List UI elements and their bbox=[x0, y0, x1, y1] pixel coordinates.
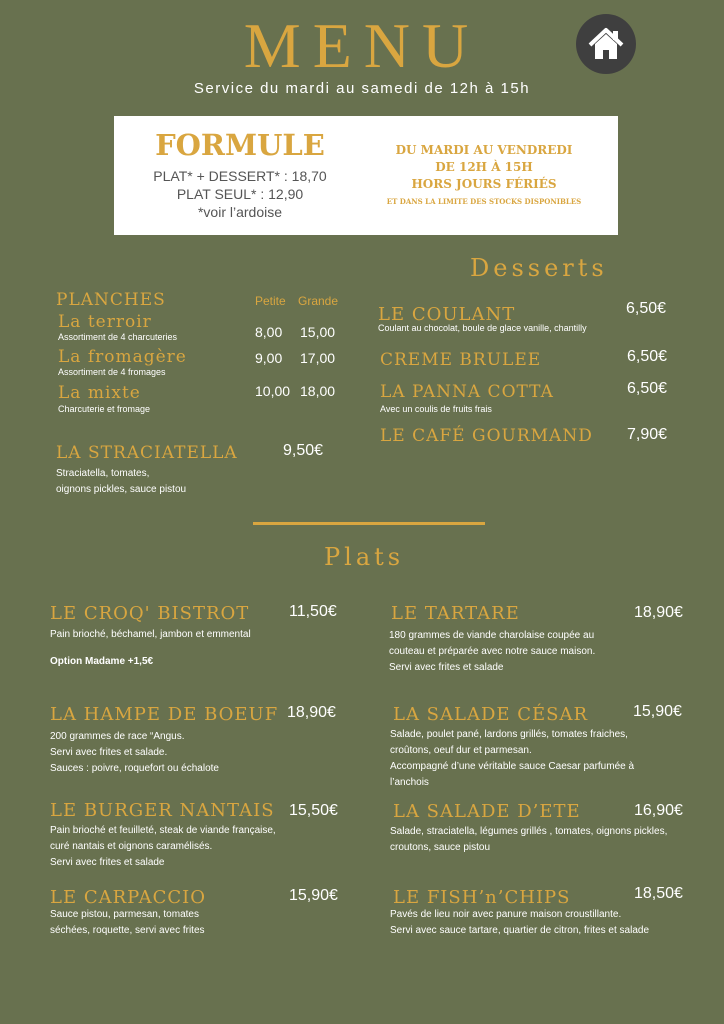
plat-name: LE CROQ' BISTROT bbox=[50, 603, 250, 624]
straciatella-desc: Straciatella, tomates, oignons pickles, sauce pistou bbox=[56, 468, 187, 495]
planche-price-small: 8,00 bbox=[255, 324, 283, 340]
plat-price: 15,50€ bbox=[289, 802, 338, 819]
formule-title: FORMULE bbox=[155, 128, 325, 162]
dessert-price: 7,90€ bbox=[627, 426, 668, 443]
formule-line: *voir l’ardoise bbox=[197, 204, 283, 220]
plat-price: 15,90€ bbox=[633, 703, 682, 720]
service-hours: Service du mardi au samedi de 12h à 15h bbox=[193, 80, 531, 97]
plat-desc: 200 grammes de race “Angus. Servi avec frites et salade. Sauces : poivre, roquefort ou échalote bbox=[50, 731, 219, 774]
plat-price: 18,90€ bbox=[287, 704, 336, 721]
dessert-price: 6,50€ bbox=[627, 348, 668, 365]
plat-price: 18,50€ bbox=[634, 885, 683, 902]
dessert-name: LE CAFÉ GOURMAND bbox=[380, 426, 593, 446]
plat-price: 16,90€ bbox=[634, 802, 683, 819]
formule-condition: DU MARDI AU VENDREDI bbox=[395, 143, 573, 157]
dessert-name: LE COULANT bbox=[378, 304, 516, 325]
planche-name: La mixte bbox=[58, 383, 141, 403]
dessert-price: 6,50€ bbox=[627, 380, 668, 397]
planches-title: PLANCHES bbox=[56, 290, 166, 310]
plat-desc: Sauce pistou, parmesan, tomates séchées, roquette, servi avec frites bbox=[50, 909, 205, 936]
formule-condition: HORS JOURS FÉRIÉS bbox=[411, 177, 557, 191]
home-icon bbox=[586, 24, 626, 64]
plat-name: LE BURGER NANTAIS bbox=[50, 800, 275, 821]
planche-name: La fromagère bbox=[58, 347, 187, 367]
plat-name: LA SALADE CÉSAR bbox=[393, 704, 589, 725]
dessert-name: CREME BRULEE bbox=[380, 350, 542, 370]
plat-name: LE FISH’n’CHIPS bbox=[393, 887, 571, 908]
straciatella-name: LA STRACIATELLA bbox=[56, 443, 238, 463]
plat-price: 11,50€ bbox=[289, 603, 337, 620]
dessert-name: LA PANNA COTTA bbox=[380, 382, 554, 402]
column-grande: Grande bbox=[298, 294, 339, 308]
plat-desc: Pain brioché, béchamel, jambon et emmental bbox=[50, 629, 251, 640]
home-button[interactable] bbox=[576, 14, 636, 74]
planche-desc: Assortiment de 4 fromages bbox=[58, 367, 166, 377]
dessert-price: 6,50€ bbox=[626, 300, 667, 317]
plat-desc: Salade, poulet pané, lardons grillés, tomates fraiches, croûtons, oeuf dur et parmesan. Accompagné d’une véritable sauce Caesar parfumée à l’anchois bbox=[390, 729, 635, 788]
plat-name: LE TARTARE bbox=[391, 603, 520, 624]
planche-price-large: 17,00 bbox=[300, 350, 336, 366]
planche-price-small: 9,00 bbox=[255, 350, 283, 366]
plat-name: LE CARPACCIO bbox=[50, 887, 207, 908]
plat-desc: 180 grammes de viande charolaise coupée au couteau et préparée avec notre sauce maison. Servi avec frites et salade bbox=[389, 630, 596, 673]
plat-desc: Pavés de lieu noir avec panure maison croustillante. Servi avec sauce tartare, quartier de citron, frites et salade bbox=[390, 909, 650, 936]
planche-desc: Charcuterie et fromage bbox=[58, 404, 151, 414]
dessert-desc: Coulant au chocolat, boule de glace vanille, chantilly bbox=[378, 323, 587, 333]
dessert-desc: Avec un coulis de fruits frais bbox=[380, 404, 492, 414]
planche-name: La terroir bbox=[58, 312, 152, 332]
plat-price: 15,90€ bbox=[289, 887, 338, 904]
page-title: MENU bbox=[243, 10, 481, 81]
planche-desc: Assortiment de 4 charcuteries bbox=[58, 332, 178, 342]
straciatella-price: 9,50€ bbox=[283, 442, 324, 459]
plat-desc: Salade, straciatella, légumes grillés , tomates, oignons pickles, croutons, sauce pistou bbox=[390, 826, 668, 853]
planche-price-large: 15,00 bbox=[300, 324, 336, 340]
plats-title: Plats bbox=[324, 543, 405, 571]
plat-name: LA HAMPE DE BOEUF bbox=[50, 704, 279, 725]
formule-condition: DE 12H À 15H bbox=[435, 160, 533, 174]
plat-option: Option Madame +1,5€ bbox=[50, 656, 154, 667]
plat-name: LA SALADE D’ETE bbox=[393, 801, 581, 822]
plat-price: 18,90€ bbox=[634, 604, 683, 621]
planche-price-large: 18,00 bbox=[300, 383, 336, 399]
column-petite: Petite bbox=[255, 294, 286, 308]
formule-line: PLAT SEUL* : 12,90 bbox=[176, 186, 304, 202]
formule-box bbox=[114, 116, 618, 235]
formule-note: ET DANS LA LIMITE DES STOCKS DISPONIBLES bbox=[386, 197, 582, 206]
desserts-title: Desserts bbox=[470, 254, 608, 282]
formule-line: PLAT* + DESSERT* : 18,70 bbox=[153, 168, 327, 184]
section-divider bbox=[253, 522, 485, 525]
plat-desc: Pain brioché et feuilleté, steak de viande française, curé nantais et oignons caramélisés. Servi avec frites et salade bbox=[50, 825, 276, 868]
planche-price-small: 10,00 bbox=[255, 383, 291, 399]
